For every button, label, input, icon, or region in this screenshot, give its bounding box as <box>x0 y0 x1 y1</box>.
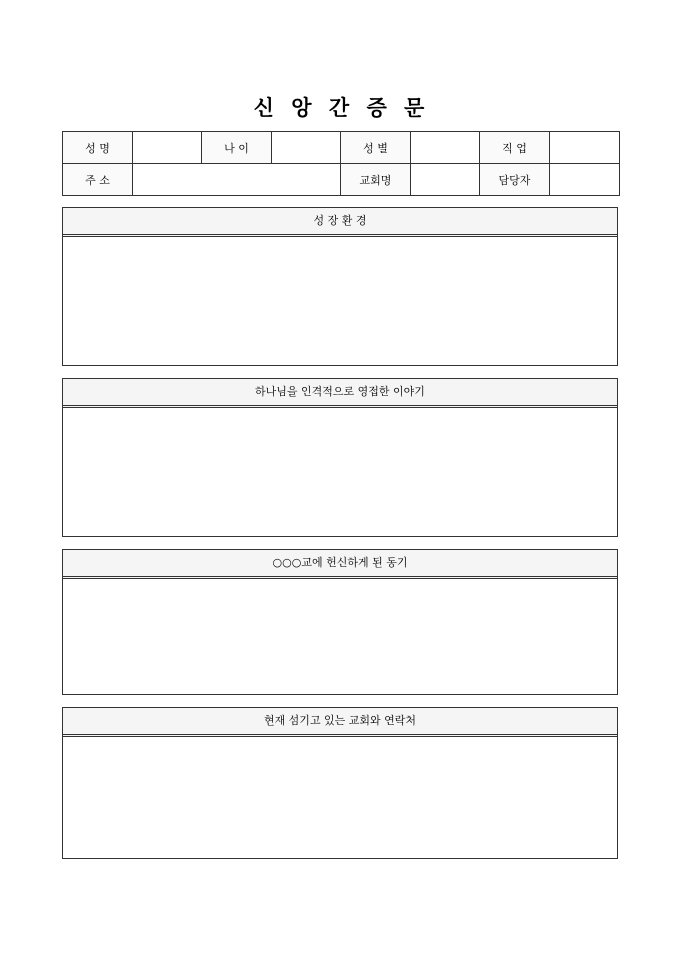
manager-label: 담당자 <box>480 164 550 196</box>
info-row-1 <box>63 132 620 164</box>
name-label: 성 명 <box>63 132 133 164</box>
section-title: 현재 섬기고 있는 교회와 연락처 <box>63 708 617 737</box>
manager-field[interactable] <box>550 164 620 196</box>
section-growth-environment <box>62 207 618 366</box>
section-content-area[interactable] <box>63 579 617 695</box>
info-table <box>62 131 620 196</box>
church-label: 교회명 <box>341 164 411 196</box>
address-label: 주 소 <box>63 164 133 196</box>
section-title: ○○○교에 헌신하게 된 동기 <box>63 550 617 579</box>
section-content-area[interactable] <box>63 737 617 859</box>
section-content-area[interactable] <box>63 237 617 366</box>
page-title: 신 앙 간 증 문 <box>253 96 427 120</box>
section-content-area[interactable] <box>63 408 617 537</box>
gender-field[interactable] <box>411 132 480 164</box>
church-field[interactable] <box>411 164 480 196</box>
section-dedication-motive <box>62 549 618 695</box>
section-title: 하나님을 인격적으로 영접한 이야기 <box>63 379 617 408</box>
section-accepting-god <box>62 378 618 537</box>
age-label: 나 이 <box>202 132 272 164</box>
age-field[interactable] <box>272 132 341 164</box>
address-field[interactable] <box>133 164 341 196</box>
name-field[interactable] <box>133 132 202 164</box>
job-label: 직 업 <box>480 132 550 164</box>
section-current-church-contact <box>62 707 618 859</box>
info-row-2 <box>63 164 620 196</box>
section-title: 성 장 환 경 <box>63 208 617 237</box>
gender-label: 성 별 <box>341 132 411 164</box>
job-field[interactable] <box>550 132 620 164</box>
